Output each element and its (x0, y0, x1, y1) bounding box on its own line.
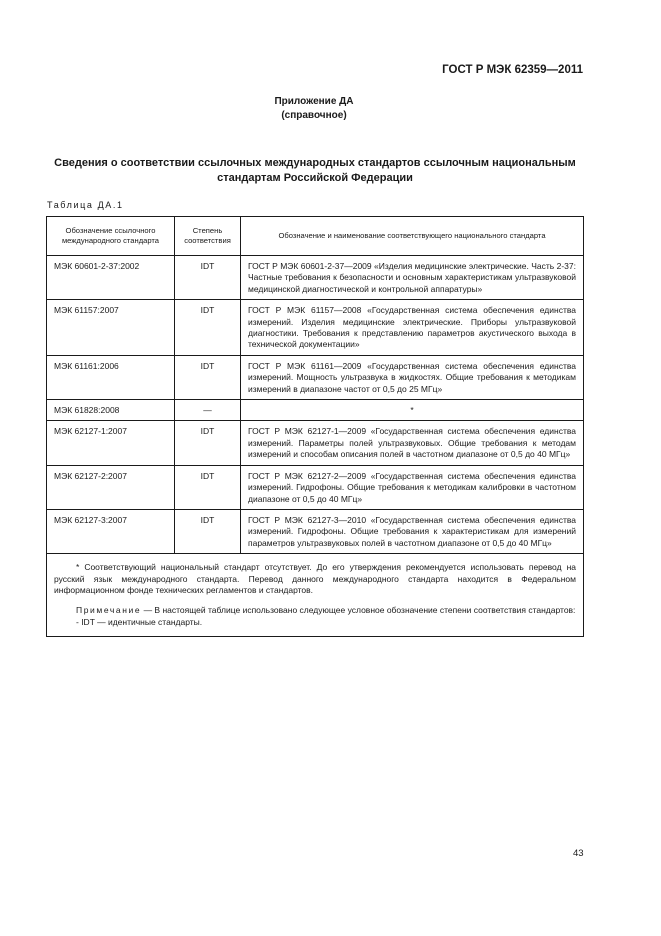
degree: IDT (175, 465, 241, 509)
degree: IDT (175, 300, 241, 356)
table-row (47, 400, 584, 421)
note-label: Примечание (76, 605, 142, 616)
document-code: ГОСТ Р МЭК 62359—2011 (442, 64, 583, 76)
table-notes-row (47, 554, 584, 637)
header-national: Обозначение и наименование соответствующего национального стандарта (241, 217, 584, 256)
national-standard: ГОСТ Р МЭК 62127-3—2010 «Государственная система обеспечения единства измерений. Гидрофоны. Общие требования к характеристикам для измерений параметров ультразвуковых полей в частотном диапазоне от 0,5 до 40 МГц» (241, 509, 584, 553)
intl-standard: МЭК 62127-2:2007 (47, 465, 175, 509)
intl-standard: МЭК 62127-1:2007 (47, 421, 175, 465)
note (54, 605, 576, 616)
header-intl: Обозначение ссылочного международного стандарта (47, 217, 175, 256)
degree: IDT (175, 256, 241, 300)
intl-standard: МЭК 61828:2008 (47, 400, 175, 421)
table-caption: Таблица ДА.1 (47, 200, 124, 210)
table-notes (47, 554, 584, 637)
table-row (47, 509, 584, 553)
intl-standard: МЭК 60601-2-37:2002 (47, 256, 175, 300)
intl-standard: МЭК 61157:2007 (47, 300, 175, 356)
header-degree: Степень соответствия (175, 217, 241, 256)
section-title: Сведения о соответствии ссылочных международных стандартов ссылочным национальным стандартам Российской Федерации (54, 157, 576, 184)
table-row (47, 421, 584, 465)
national-standard: * (241, 400, 584, 421)
table-header-row (47, 217, 584, 256)
page-number: 43 (573, 848, 584, 859)
table-row (47, 256, 584, 300)
annex-title: Приложение ДА (274, 96, 354, 107)
national-standard: ГОСТ Р МЭК 62127-2—2009 «Государственная система обеспечения единства измерений. Гидрофоны. Общие требования к методикам калибровки в частотном диапазоне от 0,5 до 40 МГц» (241, 465, 584, 509)
annex-heading (0, 95, 628, 123)
degree: — (175, 400, 241, 421)
note-item: - IDT — идентичные стандарты. (76, 616, 203, 627)
correspondence-table (46, 216, 584, 637)
degree: IDT (175, 421, 241, 465)
national-standard: ГОСТ Р МЭК 61161—2009 «Государственная система обеспечения единства измерений. Мощность ультразвука в жидкостях. Общие требования к методикам измерений в диапазоне частот от 0,5 до 25 МГц» (241, 355, 584, 399)
degree: IDT (175, 509, 241, 553)
national-standard: ГОСТ Р МЭК 62127-1—2009 «Государственная система обеспечения единства измерений. Параметры полей ультразвуковых. Общие требования к методам измерений и способам описания полей в частотном диапазоне от 0,5 до 40 МГц» (241, 421, 584, 465)
intl-standard: МЭК 62127-3:2007 (47, 509, 175, 553)
annex-subtitle: (справочное) (281, 110, 347, 121)
intl-standard: МЭК 61161:2006 (47, 355, 175, 399)
degree: IDT (175, 355, 241, 399)
table-row (47, 355, 584, 399)
table-row (47, 465, 584, 509)
table-row (47, 300, 584, 356)
footnote: * Соответствующий национальный стандарт отсутствует. До его утверждения рекомендуется использовать перевод на русский язык международного стандарта. Перевод данного международного стандарта находится в Федеральном информационном фонде технических регламентов и стандартов. (54, 562, 576, 595)
national-standard: ГОСТ Р МЭК 60601-2-37—2009 «Изделия медицинские электрические. Часть 2-37: Частные требования к безопасности и основным характеристикам ультразвуковой медицинской диагностической и контрольной аппаратуры» (241, 256, 584, 300)
national-standard: ГОСТ Р МЭК 61157—2008 «Государственная система обеспечения единства измерений. Изделия медицинские электрические. Приборы ультразвуковой диагностики. Требования к представлению параметров акустического выхода в технической документации» (241, 300, 584, 356)
note-text: — В настоящей таблице использовано следующее условное обозначение степени соответствия стандартов: (141, 605, 576, 616)
